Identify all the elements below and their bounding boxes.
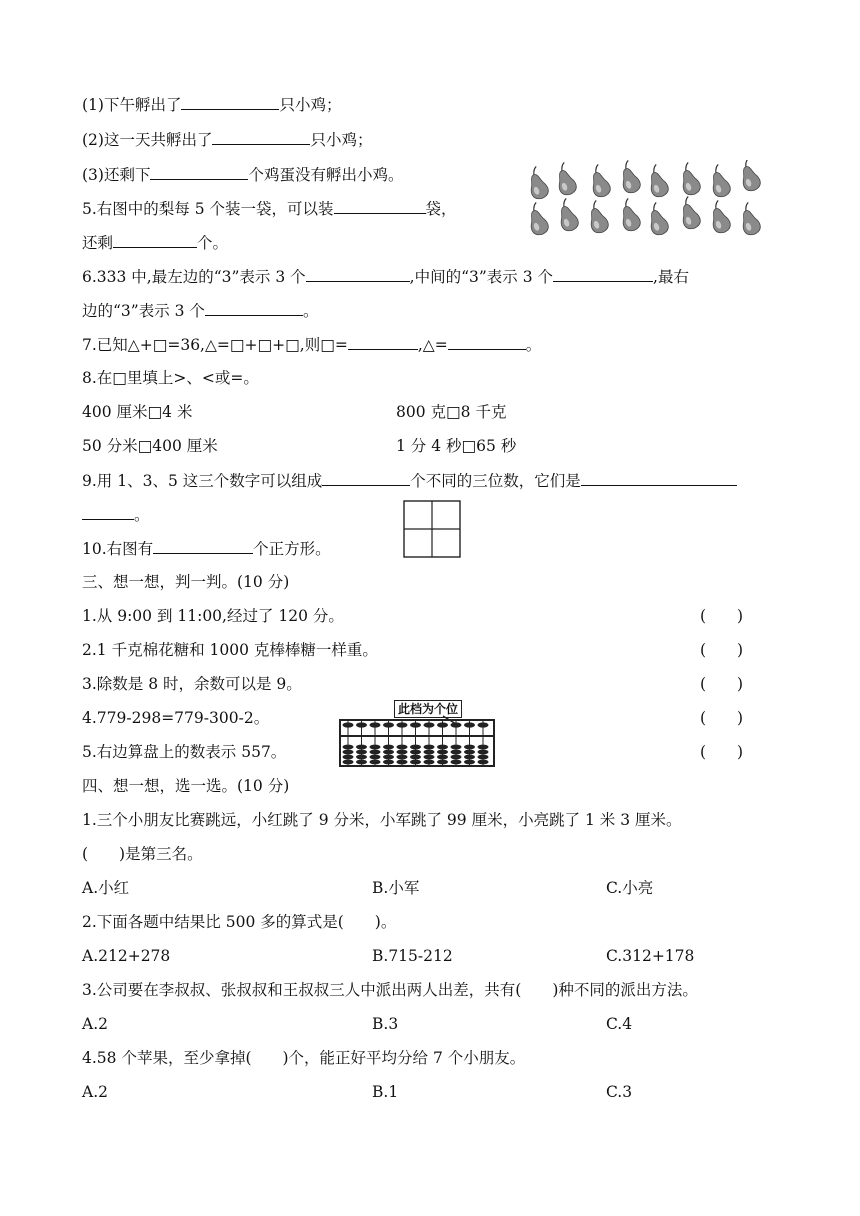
abacus-bead [356,755,367,760]
abacus-bead [424,750,435,755]
q9-text-b: 个不同的三位数，它们是 [410,472,581,490]
choice-option-a[interactable]: A.小红 [82,879,130,897]
q7-text: 7.已知△+□=36,△=□+□+□,则□= [82,336,348,354]
section-3-title: 三、想一想，判一判。(10 分) [82,573,290,591]
pear-icon [524,165,551,201]
abacus-bead [343,755,354,760]
abacus-bead [410,760,421,765]
judge-item: 1.从 9:00 到 11:00,经过了 120 分。 [82,607,344,625]
abacus-bead [451,760,462,765]
abacus-bead [410,755,421,760]
q7-text-b: ,△= [417,336,448,354]
answer-blank[interactable] [448,334,526,350]
q6-line2 [82,300,318,321]
choice-option-c[interactable]: C.小亮 [606,879,654,897]
q10-tail: 个正方形。 [253,540,331,558]
abacus-bead [356,750,367,755]
choice-option-c[interactable]: C.312+178 [606,947,695,965]
abacus-bead [478,760,489,765]
answer-blank[interactable] [334,198,426,214]
judge-item: 3.除数是 8 时，余数可以是 9。 [82,675,302,693]
q6-text-b: ,中间的“3”表示 3 个 [409,268,554,286]
q8-item: 400 厘米□4 米 [82,403,193,421]
q8-item: 50 分米□400 厘米 [82,437,218,455]
choice-option-c[interactable]: C.3 [606,1083,633,1101]
abacus-figure [338,700,498,768]
pear-icon [586,163,613,199]
choice-option-a[interactable]: A.2 [82,1083,108,1101]
hatch-q2-text: (2)这一天共孵出了 [82,131,213,149]
choice-option-b[interactable]: B.小军 [372,879,420,897]
pear-icon [616,160,643,195]
hatch-q3-text: (3)还剩下 [82,166,151,184]
abacus-bead [370,750,381,755]
abacus-bead [383,755,394,760]
q9-text: 9.用 1、3、5 这三个数字可以组成 [82,472,323,490]
abacus-bead [343,760,354,765]
pear-icon [676,161,703,197]
q7-tail: 。 [525,336,542,354]
choice-option-b[interactable]: B.715-212 [372,947,453,965]
q6-tail: 。 [302,302,319,320]
abacus-bead [343,722,354,727]
abacus-bead [424,760,435,765]
hatch-q3-tail: 个鸡蛋没有孵出小鸡。 [248,166,404,184]
abacus-label: 此档为个位 [394,700,462,718]
pear-icon [554,197,581,233]
abacus-bead [478,745,489,750]
abacus-bead [478,750,489,755]
abacus-bead [478,722,489,727]
judge-item: 4.779-298=779-300-2。 [82,709,270,727]
abacus-bead [383,750,394,755]
abacus-bead [451,750,462,755]
hatch-q3 [82,164,403,185]
pear-icon [736,201,763,237]
q9-tail: 。 [134,506,150,524]
abacus-bead [464,745,475,750]
abacus-frame [338,700,498,768]
answer-blank[interactable] [150,164,248,180]
choice-q1-stem: 1.三个小朋友比赛跳远，小红跳了 9 分米，小军跳了 99 厘米，小亮跳了 1 米 3 厘米。 [82,811,682,829]
q8-item: 1 分 4 秒□65 秒 [396,437,517,455]
abacus-bead [397,755,408,760]
abacus-bead [464,722,475,727]
abacus-bead [437,755,448,760]
abacus-bead [343,750,354,755]
q6-line1 [82,266,689,287]
q10-line [82,538,331,559]
abacus-bead [424,722,435,727]
hatch-q1-tail: 只小鸡； [279,96,342,114]
pears-figure [518,160,770,248]
choice-option-b[interactable]: B.1 [372,1083,399,1101]
abacus-bead [370,722,381,727]
q5-line2 [82,232,228,253]
abacus-bead [410,745,421,750]
choice-q4-stem: 4.58 个苹果，至少拿掉( )个，能正好平均分给 7 个小朋友。 [82,1049,526,1067]
choice-option-a[interactable]: A.2 [82,1015,108,1033]
answer-blank[interactable] [348,334,418,350]
q9-line1 [82,470,737,491]
q5-text2: 还剩 [82,234,114,252]
hatch-q1 [82,94,341,115]
q8-item: 800 克□8 千克 [396,403,507,421]
q7-line [82,334,541,355]
q5-text: 5.右图中的梨每 5 个装一袋，可以装 [82,200,334,218]
answer-blank[interactable] [82,504,134,520]
answer-blank[interactable] [113,232,197,248]
q8-title: 8.在□里填上>、<或=。 [82,369,259,387]
q6-text: 6.333 中,最左边的“3”表示 3 个 [82,268,306,286]
abacus-bead [397,760,408,765]
answer-blank[interactable] [553,266,653,282]
abacus-bead [464,760,475,765]
judge-item: 2.1 千克棉花糖和 1000 克棒棒糖一样重。 [82,641,378,659]
abacus-bead [410,722,421,727]
abacus-bead [397,750,408,755]
judge-item: 5.右边算盘上的数表示 557。 [82,743,287,761]
hatch-q1-text: (1)下午孵出了 [82,96,182,114]
abacus-bead [370,760,381,765]
q6-text2: 边的“3”表示 3 个 [82,302,205,320]
pear-icon [616,197,643,233]
abacus-bead [397,745,408,750]
abacus-bead [356,722,367,727]
pear-icon [644,201,671,237]
choice-q2-stem: 2.下面各题中结果比 500 多的算式是( )。 [82,913,397,931]
section-4-title: 四、想一想，选一选。(10 分) [82,777,290,795]
answer-blank[interactable] [205,300,303,316]
q5-line1 [82,198,457,219]
pear-icon [706,199,733,235]
judge-answer-paren[interactable]: ( ) [700,641,744,659]
abacus-bead [464,750,475,755]
choice-q3-stem: 3.公司要在李叔叔、张叔叔和王叔叔三人中派出两人出差，共有( )种不同的派出方法。 [82,981,698,999]
judge-answer-paren[interactable]: ( ) [700,743,744,761]
pear-icon [676,195,703,231]
abacus-bead [451,745,462,750]
judge-answer-paren[interactable]: ( ) [700,709,744,727]
pear-icon [736,160,763,193]
abacus-bead [383,745,394,750]
choice-option-a[interactable]: A.212+278 [82,947,171,965]
abacus-bead [424,755,435,760]
hatch-q2-tail: 只小鸡； [310,131,373,149]
hatch-q2 [82,129,372,150]
judge-answer-paren[interactable]: ( ) [700,607,744,625]
abacus-bead [383,760,394,765]
choice-q1-stem2: ( )是第三名。 [82,845,203,863]
abacus-bead [383,722,394,727]
answer-blank[interactable] [212,129,310,145]
answer-blank[interactable] [581,470,737,486]
abacus-bead [437,760,448,765]
abacus-bead [410,750,421,755]
squares-grid-figure [403,500,461,558]
pear-icon [644,163,671,199]
abacus-bead [437,745,448,750]
q6-text-c: ,最右 [653,268,689,286]
abacus-bead [397,722,408,727]
choice-option-b[interactable]: B.3 [372,1015,399,1033]
answer-blank[interactable] [306,266,410,282]
abacus-bead [437,750,448,755]
pear-icon [706,163,733,199]
q5-tail2: 个。 [197,234,229,252]
abacus-bead [356,760,367,765]
abacus-bead [424,745,435,750]
answer-blank[interactable] [153,538,253,554]
q10-text: 10.右图有 [82,540,154,558]
q5-tail: 袋， [425,200,457,218]
answer-blank[interactable] [181,94,279,110]
answer-blank[interactable] [322,470,410,486]
pear-icon [552,161,579,197]
choice-option-c[interactable]: C.4 [606,1015,633,1033]
abacus-bead [370,745,381,750]
judge-answer-paren[interactable]: ( ) [700,675,744,693]
q9-line2 [82,504,150,525]
pear-icon [584,199,611,235]
abacus-bead [464,755,475,760]
abacus-bead [451,755,462,760]
abacus-bead [343,745,354,750]
pear-icon [524,201,551,237]
abacus-bead [370,755,381,760]
abacus-bead [356,745,367,750]
abacus-bead [478,755,489,760]
abacus-bead [437,722,448,727]
